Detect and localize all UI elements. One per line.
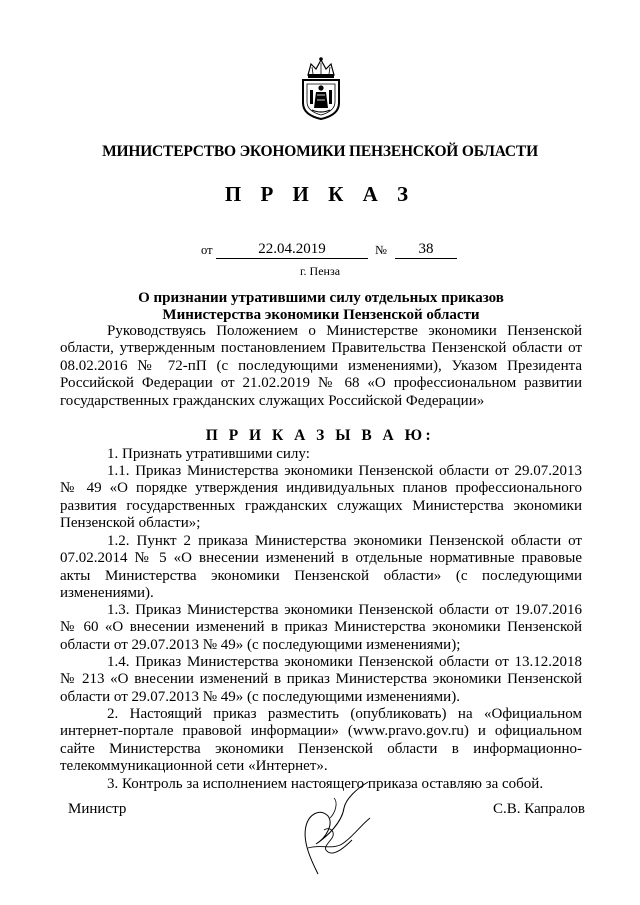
preamble-paragraph: Руководствуясь Положением о Министерстве экономики Пензенской области, утвержденным постановлением Правительства Пензенской области от 08.02.2016 № 72-пП (с последующими изменениями), Указом Президента Российской Федерации от 21.02.2019 № 68 «О профессиональном развитии государственных гражданских служащих Российской Федерации»: [60, 323, 582, 409]
item-1: 1. Признать утратившими силу:: [107, 446, 310, 462]
item-3: 3. Контроль за исполнением настоящего приказа оставляю за собой.: [107, 776, 544, 792]
document-type-title: П Р И К А З: [224, 182, 416, 206]
item-1-2: 1.2. Пункт 2 приказа Министерства экономики Пензенской области от 07.02.2014 № 5 «О внесении изменений в отдельные нормативные правовые акты Министерства экономики Пензенской области» (с последующими изменениями).: [60, 533, 582, 602]
handwritten-signature: [272, 778, 384, 878]
item-1-1: 1.1. Приказ Министерства экономики Пензенской области от 29.07.2013 № 49 «О порядке утверждения индивидуальных планов профессионального развития государственных гражданских служащих Министерства экономики Пензенской области»;: [60, 463, 582, 532]
signer-name: С.В. Капралов: [493, 801, 585, 817]
subject-line-2: Министерства экономики Пензенской области: [162, 307, 480, 323]
order-date: 22.04.2019: [216, 240, 368, 259]
item-1-3: 1.3. Приказ Министерства экономики Пензенской области от 19.07.2016 № 60 «О внесении изменений в приказ Министерства экономики Пензенской области от 29.07.2013 № 49» (с последующими изменениями);: [60, 602, 582, 653]
orders-heading: П Р И К А З Ы В А Ю:: [205, 427, 435, 444]
order-subject: [60, 290, 582, 324]
number-label: №: [375, 243, 387, 257]
order-number: 38: [395, 240, 457, 259]
item-1-4: 1.4. Приказ Министерства экономики Пензенской области от 13.12.2018 № 213 «О внесении изменений в приказ Министерства экономики Пензенской области от 29.07.2013 № 49» (с последующими изменениями).: [60, 654, 582, 705]
coat-of-arms-icon: [298, 55, 344, 121]
subject-line-1: О признании утратившими силу отдельных приказов: [138, 290, 504, 306]
city-label: г. Пенза: [299, 264, 341, 278]
ministry-name: МИНИСТЕРСТВО ЭКОНОМИКИ ПЕНЗЕНСКОЙ ОБЛАСТИ: [102, 143, 538, 160]
signer-position: Министр: [68, 801, 127, 817]
date-label: от: [201, 243, 213, 257]
item-2: 2. Настоящий приказ разместить (опубликовать) на «Официальном интернет-портале правовой информации» (www.pravo.gov.ru) и официальном сайте Министерства экономики Пензенской области в информационно-телекоммуникационной сети «Интернет».: [60, 706, 582, 775]
